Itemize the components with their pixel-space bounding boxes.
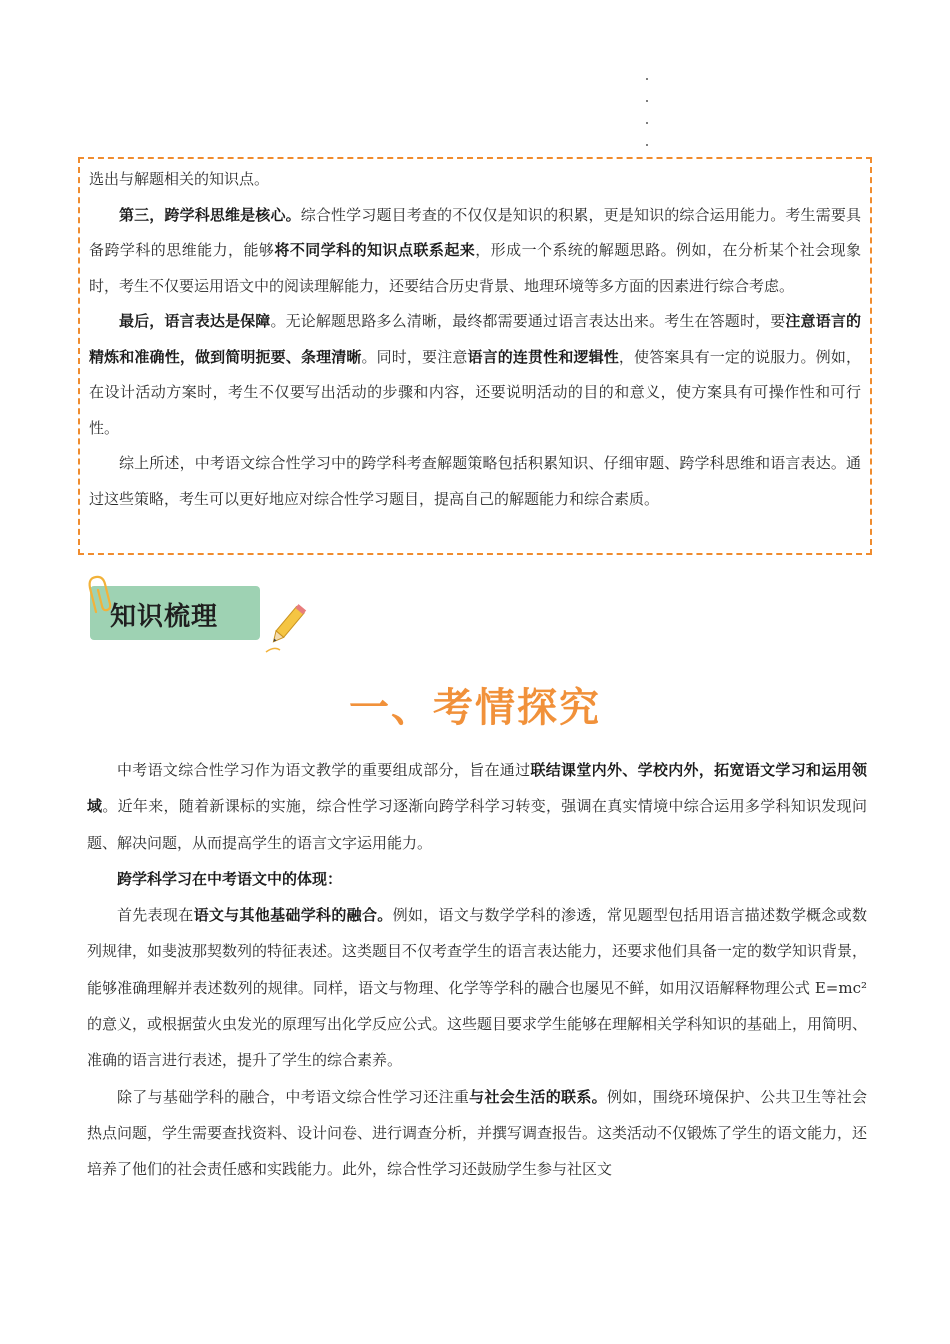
text: ，形成一个系统的解题思路。例如，在分析某个社会现象时，考生不仅要运用语文中的阅读理解能力，还要结合历史背景、地理环境等多方面的因素进行综合考虑。	[89, 241, 861, 295]
text: ，使答案具有一定的说服力。例如，在设计活动方案时，考生不仅要写出活动的步骤和内容，还要说明活动的目的和意义，使方案具有可操作性和可行性。	[89, 347, 861, 437]
strategy-box	[78, 157, 872, 555]
text: 综合性学习题目考查的不仅仅是知识的积累，更是知识的综合运用能力。考生需要具备跨学科的思维能力，能够	[89, 205, 861, 259]
paragraph-summary: 综上所述，中考语文综合性学习中的跨学科考查解题策略包括积累知识、仔细审题、跨学科思维和语言表达。通过这些策略，考生可以更好地应对综合性学习题目，提高自己的解题能力和综合素质。	[89, 454, 861, 508]
bold-text: 注意语言的精炼和准确性，做到简明扼要、条理清晰	[89, 312, 861, 366]
text: 。近年来，随着新课标的实施，综合性学习逐渐向跨学科学习转变，强调在真实情境中综合运用多学科知识发现问题、解决问题，从而提高学生的语言文字运用能力。	[87, 797, 867, 852]
bold-text: 跨学科学习在中考语文中的体现：	[117, 869, 343, 888]
top-dots	[645, 78, 651, 166]
text: 例如，围绕环境保护、公共卫生等社会热点问题，学生需要查找资料、设计问卷、进行调查分析，并撰写调查报告。这类活动不仅锻炼了学生的语文能力，还培养了他们的社会责任感和实践能力。此外，综合性学习还鼓励学生参与社区文	[87, 1087, 868, 1179]
section-heading: 一、考情探究	[349, 685, 601, 731]
body-text	[87, 752, 867, 1188]
text: 。同时，要注意	[361, 347, 468, 366]
paragraph-intro	[87, 752, 867, 861]
bold-text: 联结课堂内外、学校内外，拓宽语文学习和运用领域	[87, 761, 867, 816]
paragraph-third	[89, 198, 861, 305]
bold-text: 语言的连贯性和逻辑性	[467, 347, 619, 366]
paragraph-social	[87, 1079, 867, 1188]
bold-text: 最后，语言表达是保障	[119, 312, 271, 330]
text: 除了与基础学科的融合，中考语文综合性学习还注重	[117, 1087, 470, 1106]
text: 首先表现在	[117, 906, 194, 925]
bold-text: 第三，跨学科思维是核心。	[119, 205, 301, 224]
paragraph-subheading	[87, 861, 867, 897]
paragraph-continued: 选出与解题相关的知识点。	[89, 170, 270, 188]
text: 中考语文综合性学习作为语文教学的重要组成部分，旨在通过	[117, 761, 531, 779]
pencil-icon	[260, 600, 310, 656]
bold-text: 将不同学科的知识点联系起来	[274, 241, 476, 259]
badge-label: 知识梳理	[110, 602, 219, 632]
section-badge	[82, 572, 312, 662]
bold-text: 与社会生活的联系。	[469, 1087, 607, 1106]
text: 。无论解题思路多么清晰，最终都需要通过语言表达出来。考生在答题时，要	[270, 312, 786, 330]
paragraph-finally	[89, 304, 861, 446]
text: 例如，语文与数学学科的渗透，常见题型包括用语言描述数学概念或数列规律，如斐波那契数列的特征表述。这类题目不仅考查学生的语言表达能力，还要求他们具备一定的数学知识背景，能够准确理解并表述数列的规律。同样，语文与物理、化学等学科的融合也屡见不鲜，如用汉语解释物理公式 E=mc² 的意义，或根据萤火虫发光的原理写出化学反应公式。这些题目要求学生能够在理解相关学科知识的基础上，用简明、准确的语言进行表述，提升了学生的综合素养。	[87, 906, 868, 1070]
paragraph-first	[87, 897, 867, 1078]
bold-text: 语文与其他基础学科的融合。	[193, 906, 393, 925]
